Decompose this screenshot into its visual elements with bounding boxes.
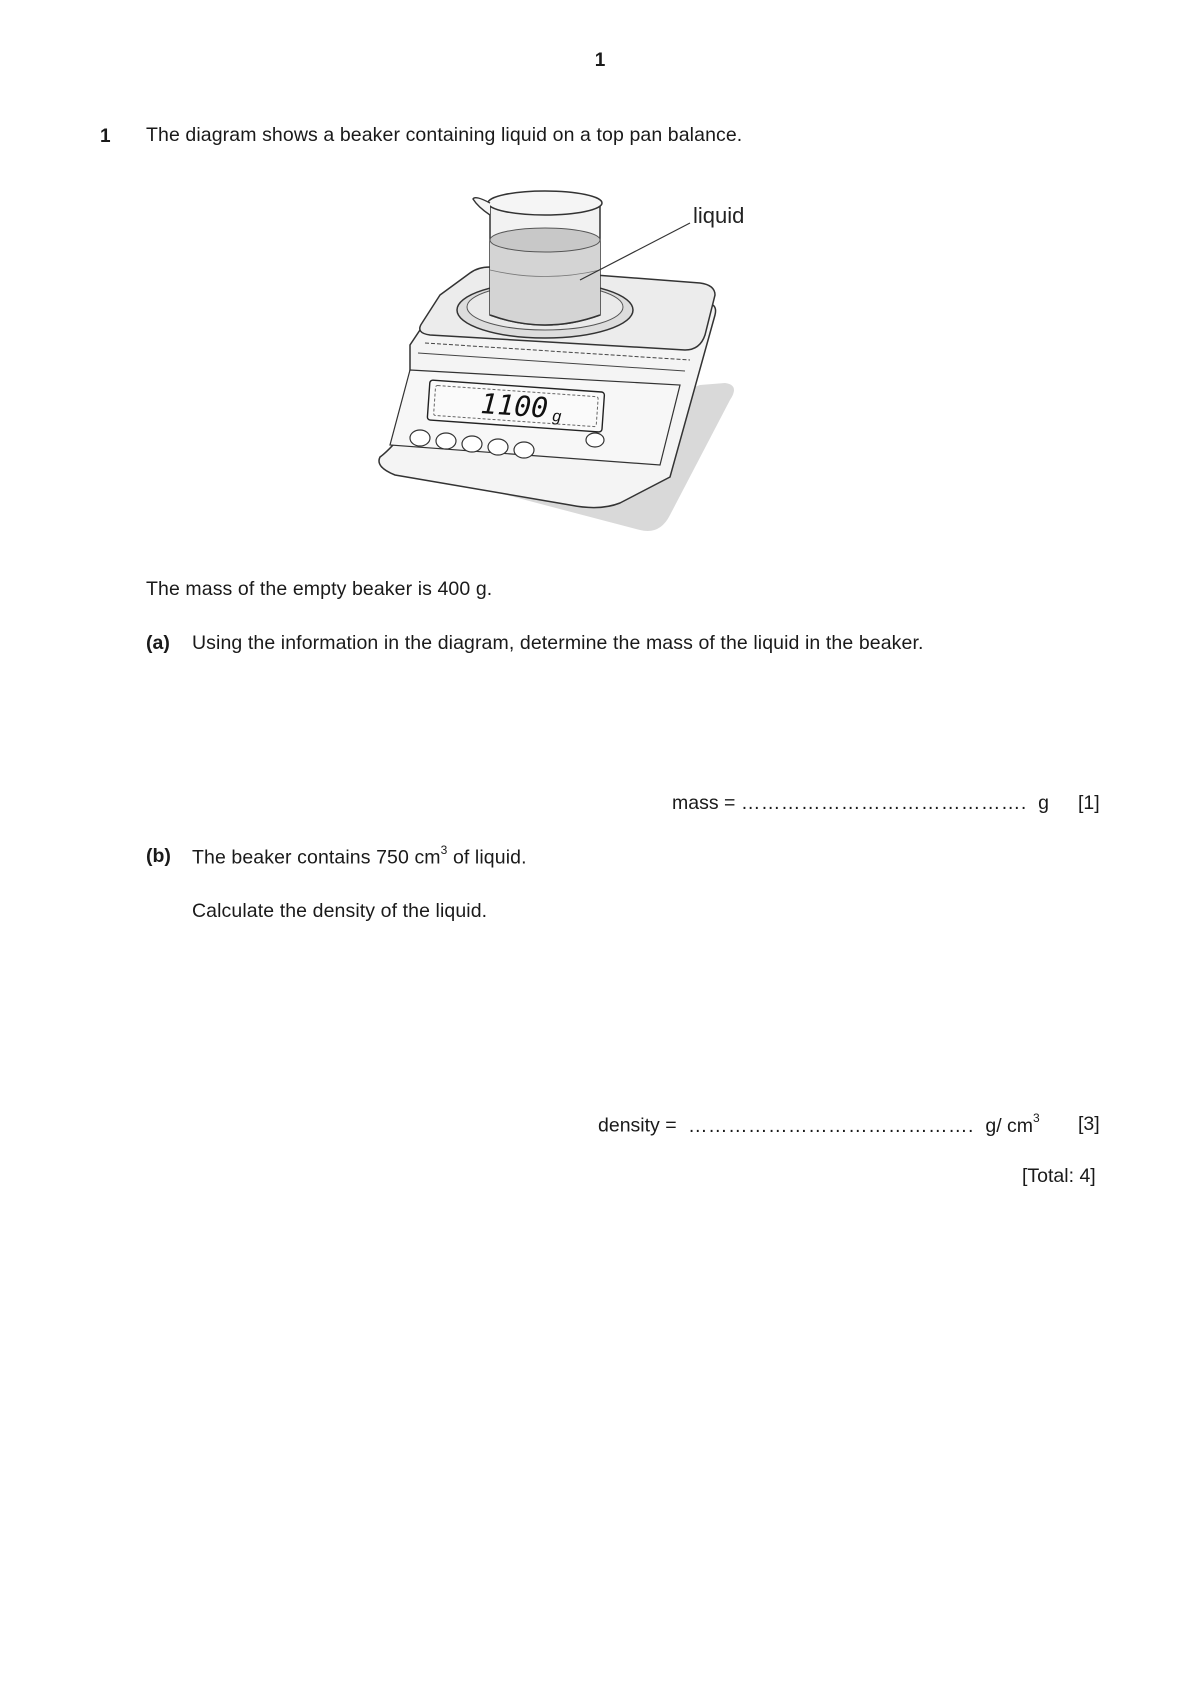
display-reading: 1100 — [479, 387, 550, 425]
part-b-text-start: The beaker contains 750 cm — [192, 846, 441, 869]
part-b-marks: [3] — [1078, 1113, 1100, 1135]
density-unit — [985, 1111, 1040, 1137]
part-b-text — [192, 845, 527, 870]
display-unit: g — [551, 408, 562, 426]
question-number: 1 — [100, 126, 111, 147]
balance-button — [410, 430, 430, 446]
density-unit-text: g/ cm — [985, 1114, 1034, 1137]
page-number: 1 — [594, 50, 606, 71]
beaker-mass-info: The mass of the empty beaker is 400 g. — [146, 578, 493, 600]
beaker-rim — [488, 191, 602, 215]
part-b-instruction: Calculate the density of the liquid. — [192, 900, 488, 922]
mass-label: mass = — [672, 792, 736, 814]
part-a-label: (a) — [146, 632, 170, 654]
part-b-label: (b) — [146, 845, 171, 867]
part-a-marks: [1] — [1078, 792, 1100, 814]
balance-diagram — [370, 185, 820, 535]
part-b-text-end: of liquid. — [447, 846, 527, 869]
density-label: density = — [598, 1114, 677, 1137]
part-a-text: Using the information in the diagram, determine the mass of the liquid in the beaker. — [192, 632, 924, 654]
beaker-liquid — [490, 240, 600, 325]
balance-button — [436, 433, 456, 449]
question-intro: The diagram shows a beaker containing liquid on a top pan balance. — [146, 124, 743, 146]
part-b-sup: 3 — [440, 843, 448, 857]
density-unit-sup: 3 — [1033, 1111, 1040, 1125]
balance-button — [462, 436, 482, 452]
balance-button — [514, 442, 534, 458]
mass-answer-field[interactable]: ……………………………………. — [740, 792, 1027, 814]
balance-button — [586, 433, 604, 447]
beaker-spout — [473, 198, 490, 215]
density-answer-field[interactable]: ……………………………………. — [688, 1114, 974, 1137]
liquid-label: liquid — [693, 203, 745, 228]
balance-button — [488, 439, 508, 455]
total-marks: [Total: 4] — [1022, 1165, 1096, 1187]
density-answer-line — [598, 1113, 1040, 1138]
mass-answer-line — [672, 792, 1049, 815]
mass-unit: g — [1038, 792, 1050, 814]
